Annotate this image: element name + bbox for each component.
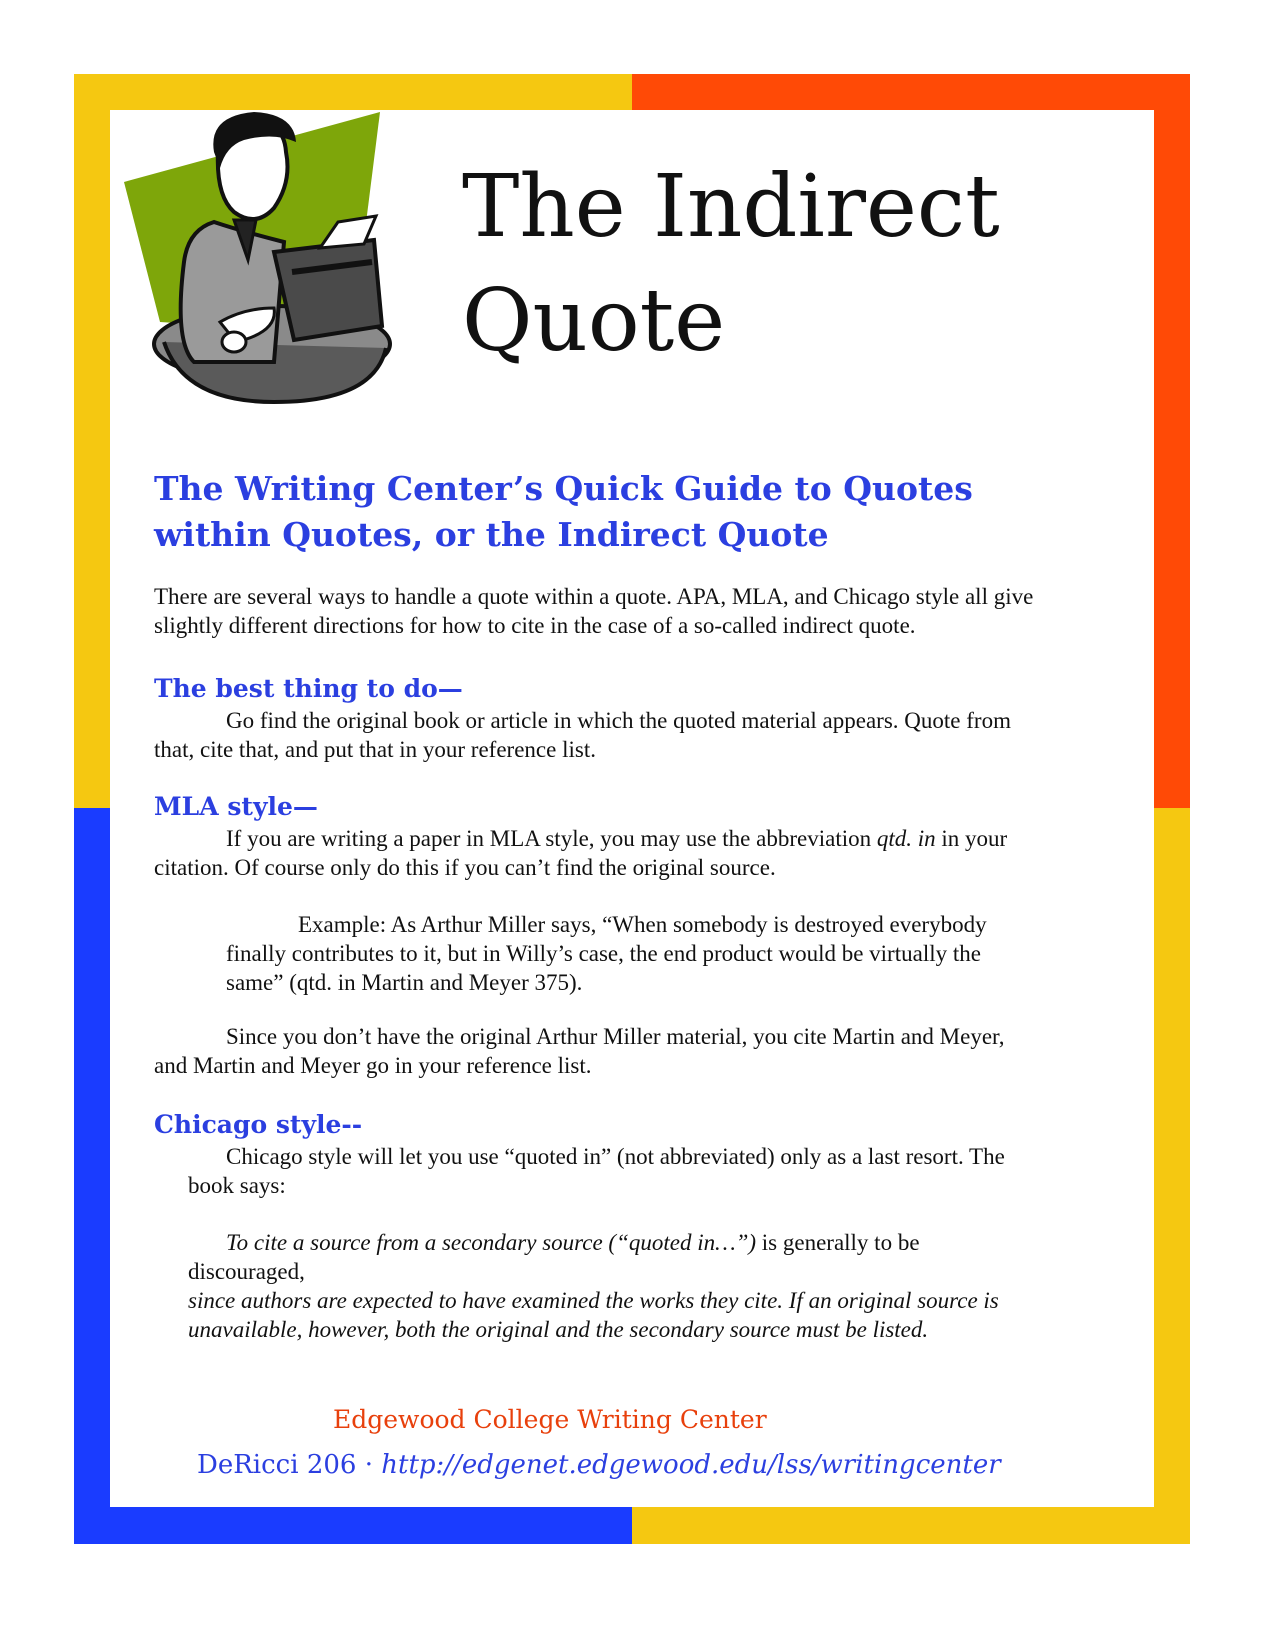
mla-heading: MLA style— <box>154 792 318 821</box>
quote-line-4: unavailable, however, both the original and the secondary source must be listed. <box>188 1317 929 1342</box>
subtitle-line-1: The Writing Center’s Quick Guide to Quotes <box>154 469 973 508</box>
example-line-3: same” (qtd. in Martin and Meyer 375). <box>226 970 583 995</box>
chicago-paragraph <box>188 1142 1088 1200</box>
footer-contact <box>197 1450 1001 1480</box>
since-line-1: Since you don’t have the original Arthur Miller material, you cite Martin and Meyer, <box>226 1024 1005 1049</box>
example-line-1: Example: As Arthur Miller says, “When somebody is destroyed everybody <box>298 912 987 937</box>
subtitle <box>154 466 1054 558</box>
subtitle-line-2: within Quotes, or the Indirect Quote <box>154 515 829 554</box>
quote-line-2: discouraged, <box>188 1259 305 1284</box>
mla-line-2: citation. Of course only do this if you can’t find the original source. <box>154 855 776 880</box>
example-line-2: finally contributes to it, but in Willy’s case, the end product would be virtually the <box>226 941 981 966</box>
intro-line-1: There are several ways to handle a quote within a quote. APA, MLA, and Chicago style all give <box>154 584 1034 609</box>
mla-line-1 <box>154 824 1094 853</box>
mla-since-paragraph <box>154 1022 1094 1080</box>
mla-paragraph <box>154 824 1094 882</box>
footer-room: DeRicci 206 · <box>197 1450 373 1480</box>
chicago-line-2: book says: <box>188 1173 286 1198</box>
title-line-1: The Indirect <box>462 157 1000 257</box>
chicago-heading: Chicago style-- <box>154 1110 363 1139</box>
mla-line-1-post: in your <box>935 826 1008 851</box>
intro-paragraph <box>154 582 1094 640</box>
chicago-quote <box>188 1228 1088 1344</box>
since-line-2: and Martin and Meyer go in your reference list. <box>154 1053 592 1078</box>
quote-line-1-em: To cite a source from a secondary source (“quoted in…”) <box>226 1230 757 1255</box>
best-paragraph <box>154 706 1094 764</box>
page-title <box>462 150 1102 378</box>
footer-url-link[interactable]: http://edgenet.edgewood.edu/lss/writingcenter <box>381 1450 1001 1480</box>
mla-abbrev: qtd. in <box>876 826 936 851</box>
best-line-1: Go find the original book or article in which the quoted material appears. Quote from <box>226 708 1011 733</box>
quote-line-1 <box>188 1228 1088 1257</box>
quote-line-1-post: is generally to be <box>756 1230 920 1255</box>
best-heading: The best thing to do— <box>154 674 463 703</box>
chicago-line-1: Chicago style will let you use “quoted in” (not abbreviated) only as a last resort. The <box>226 1144 1005 1169</box>
best-line-2: that, cite that, and put that in your reference list. <box>154 737 596 762</box>
mla-line-1-pre: If you are writing a paper in MLA style, you may use the abbreviation <box>226 826 877 851</box>
man-at-typewriter-icon <box>124 112 424 416</box>
intro-line-2: slightly different directions for how to cite in the case of a so-called indirect quote. <box>154 613 916 638</box>
mla-example <box>226 910 1096 997</box>
footer-org: Edgewood College Writing Center <box>333 1405 767 1434</box>
title-line-2: Quote <box>462 271 726 371</box>
quote-line-3: since authors are expected to have examined the works they cite. If an original source is <box>188 1288 999 1313</box>
